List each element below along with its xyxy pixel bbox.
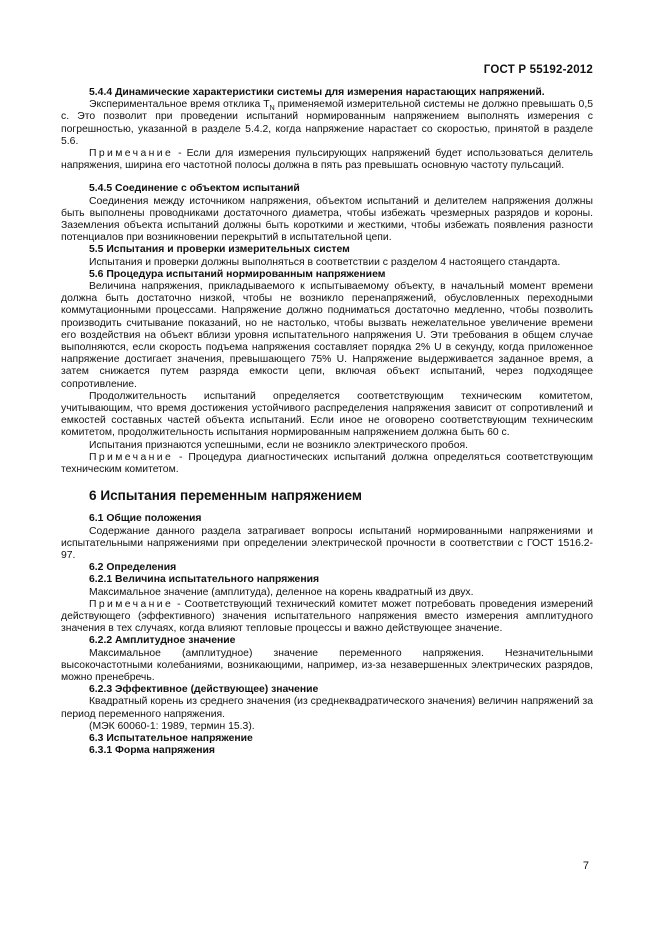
subscript-n: N xyxy=(269,105,275,113)
section-6-title: 6 Испытания переменным напряжением xyxy=(89,488,362,504)
section-5-4-4-paragraph xyxy=(61,99,593,148)
section-6-1-paragraph: Содержание данного раздела затрагивает вопросы испытаний нормированными напряжениями и испытательными напряжениями при определении электрической прочности в соответствии с ГОСТ 1516.2-97. xyxy=(61,525,593,561)
section-6-2-1-paragraph: Максимальное значение (амплитуда), деленное на корень квадратный из двух. xyxy=(89,586,474,598)
note-label: Примечание xyxy=(89,148,174,160)
section-6-2-title: 6.2 Определения xyxy=(89,562,177,574)
section-5-5-paragraph: Испытания и проверки должны выполняться в соответствии с разделом 4 настоящего стандарта. xyxy=(89,256,561,268)
section-6-2-1-note xyxy=(61,599,593,636)
section-5-4-4-title: 5.4.4 Динамические характеристики системы для измерения нарастающих напряжений. xyxy=(89,87,545,98)
section-5-6-paragraph-3: Испытания признаются успешными, если не возникло электрического пробоя. xyxy=(89,439,468,451)
section-6-3-title: 6.3 Испытательное напряжение xyxy=(89,732,253,744)
note-label: Примечание xyxy=(89,451,174,463)
paragraph-text: применяемой измерительной системы не должно превышать 0,5 с. Это позволит при проведении испытаний нормированным напряжением выполнять измерения с погрешностью, указанной в разделе 5.4.2, когда напряжение нарастает со скоростью, принятой в разделе 5.6. xyxy=(61,99,593,147)
section-5-4-5-title: 5.4.5 Соединение с объектом испытаний xyxy=(89,183,300,195)
note-text: - Если для измерения пульсирующих напряжений будет использоваться делитель напряжения, ширина его частотной полосы должна в пять раз превышать основную частоту пульсаций. xyxy=(61,148,593,172)
section-6-2-2-title: 6.2.2 Амплитудное значение xyxy=(89,635,236,647)
note-label: Примечание xyxy=(89,598,174,610)
section-6-2-3-title: 6.2.3 Эффективное (действующее) значение xyxy=(89,684,319,696)
section-6-1-title: 6.1 Общие положения xyxy=(89,513,202,525)
note-text: - Соответствующий технический комитет может потребовать проведения измерений действующего (эффективного) значения испытательного напряжения вместо измерения амплитудного значения в тех случаях, когда влияют тепловые процессы и важно действующее значение. xyxy=(61,598,593,635)
section-6-2-2-paragraph: Максимальное (амплитудное) значение переменного напряжения. Незначительными высокочастотными колебаниями, возникающими, например, из-за незавершенных электрических разрядов, можно пренебречь. xyxy=(61,647,593,683)
section-5-6-paragraph-2: Продолжительность испытаний определяется соответствующим техническим комитетом, учитывающим, что время достижения устойчивого распределения напряжения зависит от сопротивлений и емкостей составных частей объекта испытаний. Если иное не оговорено соответствующим техническим комитетом, продолжительность испытания нормированным напряжением должна быть 60 с. xyxy=(61,390,593,439)
section-5-5-title: 5.5 Испытания и проверки измерительных систем xyxy=(89,244,350,256)
section-6-2-1-title: 6.2.1 Величина испытательного напряжения xyxy=(89,574,320,586)
section-5-4-4-note xyxy=(61,148,593,172)
note-text: - Процедура диагностических испытаний должна определяться соответствующим техническим комитетом. xyxy=(61,451,593,476)
section-6-2-3-reference: (МЭК 60060-1: 1989, термин 15.3). xyxy=(89,720,255,732)
section-6-2-3-paragraph: Квадратный корень из среднего значения (из среднеквадратического значения) величин напряжений за период переменного напряжения. xyxy=(61,696,593,720)
page-content xyxy=(61,87,593,757)
section-5-6-paragraph-1: Величина напряжения, прикладываемого к испытываемому объекту, в начальный момент времени должна быть достаточно низкой, чтобы не возникло перенапряжений, обусловленных переходными коммутационными процессами. Напряжение должно подниматься достаточно медленно, чтобы позволить производить считывание показаний, но не настолько, чтобы вызвать нежелательное увеличение времени его воздействия на объект вблизи уровня испытательного напряжения U. Эти требования в общем случае выполняются, если скорость подъема напряжения составляет порядка 2% U в секунду, когда приложенное напряжение достигает значения, превышающего 75% U. Напряжение выдерживается заданное время, а затем снижается путем разряда емкости цепи, включая объект испытаний, через подходящее сопротивление. xyxy=(61,281,593,390)
page-number: 7 xyxy=(582,860,589,872)
paragraph-text: Экспериментальное время отклика T xyxy=(89,99,270,111)
section-5-4-5-paragraph: Соединения между источником напряжения, объектом испытаний и делителем напряжения должны быть выполнены проводниками достаточного диаметра, чтобы избежать чрезмерных разрядов и короны. Заземления объекта испытаний должны быть короткими и жесткими, чтобы избежать появления разности потенциалов при возникновении перекрытий в испытательной цепи. xyxy=(61,195,593,244)
section-5-6-title: 5.6 Процедура испытаний нормированным напряжением xyxy=(89,268,386,280)
section-5-6-note xyxy=(61,452,593,476)
document-header: ГОСТ Р 55192-2012 xyxy=(483,64,593,76)
section-6-3-1-title: 6.3.1 Форма напряжения xyxy=(89,745,215,757)
